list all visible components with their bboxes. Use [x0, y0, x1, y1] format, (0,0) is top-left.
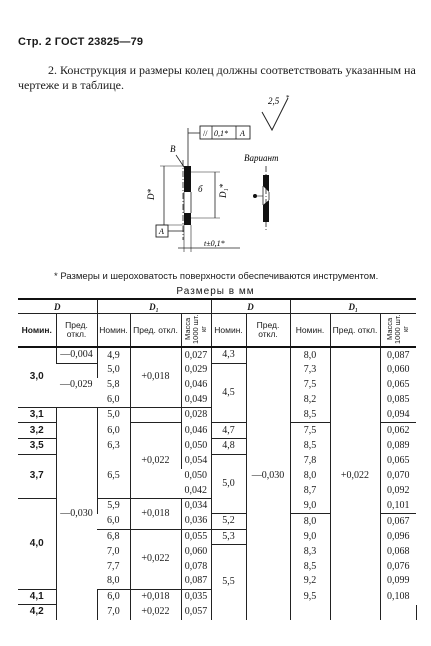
cell: 3,0	[29, 371, 44, 383]
cell: 6,5	[97, 454, 130, 498]
hdr-nominal: Номин.	[18, 314, 56, 348]
cell: 0,046	[181, 423, 211, 439]
cell	[290, 605, 330, 620]
table-row	[18, 347, 416, 363]
cell: 9,0	[290, 529, 330, 545]
cell: 7,3	[290, 363, 330, 378]
cell: 0,065	[380, 454, 416, 469]
footnote: * Размеры и шероховатость поверхности обеспечиваются инструментом.	[54, 271, 379, 282]
cell: +0,022	[130, 529, 181, 589]
cell: 8,5	[290, 439, 330, 455]
cell: +0,018	[130, 589, 181, 605]
cell: 0,062	[380, 423, 416, 439]
svg-text:t±0,1*: t±0,1*	[204, 239, 225, 248]
cell: 5,8	[107, 378, 120, 390]
cell: 0,029	[181, 363, 211, 378]
section-paragraph: 2. Конструкция и размеры колец должны соответствовать указанным на чертеже и в таблице.	[18, 63, 416, 92]
cell: 8,0	[290, 514, 330, 530]
cell: 0,076	[380, 559, 416, 574]
cell: 6,0	[107, 393, 120, 405]
cell: 9,0	[290, 498, 330, 513]
cell: 0,070	[380, 469, 416, 484]
cell: 8,0	[107, 575, 120, 587]
svg-text:0,1*: 0,1*	[214, 129, 228, 138]
cell: 0,092	[380, 483, 416, 498]
cell: 6,8	[97, 529, 130, 545]
cell: 0,055	[181, 529, 211, 545]
cell: 0,060	[181, 545, 211, 560]
col-D: D	[18, 299, 97, 314]
cell: 5,5	[211, 545, 246, 620]
cell: 7,0	[107, 546, 120, 558]
cell: 0,068	[380, 545, 416, 560]
cell: 0,101	[380, 498, 416, 513]
cell: 8,5	[290, 559, 330, 574]
dimensions-table	[18, 298, 416, 620]
cell: 0,057	[181, 605, 211, 620]
roughness-mark	[262, 94, 290, 130]
cell: —0,029	[60, 379, 93, 391]
svg-text://: //	[203, 129, 208, 138]
cell: +0,018	[130, 498, 181, 529]
cell: 4,5	[211, 363, 246, 423]
cell: 3,1	[18, 407, 56, 423]
cell: 0,028	[181, 407, 211, 423]
cell: 7,5	[290, 378, 330, 393]
cell: 4,2	[29, 606, 44, 618]
cell: 7,7	[107, 560, 120, 572]
svg-text:*: *	[286, 94, 290, 102]
cell: —0,030	[246, 347, 290, 605]
cell: —0,004	[56, 347, 97, 363]
cell: 0,089	[380, 439, 416, 455]
cell: 0,050	[184, 470, 207, 482]
cell: 9,2	[290, 574, 330, 589]
svg-text:Вариант: Вариант	[244, 153, 279, 163]
cell: 7,0	[97, 605, 130, 620]
cell: 0,067	[380, 514, 416, 530]
hdr-tolerance: Пред. откл.	[130, 314, 181, 348]
hdr-tolerance: Пред. откл.	[56, 314, 97, 348]
cell: +0,022	[330, 347, 380, 605]
cell	[380, 605, 416, 620]
cell: 0,108	[380, 589, 416, 605]
cell: 8,2	[290, 392, 330, 407]
cell: 0,035	[181, 589, 211, 605]
cell: 5,3	[211, 529, 246, 545]
cell: 5,2	[211, 514, 246, 530]
cell: 4,8	[211, 439, 246, 455]
cell: 7,5	[290, 423, 330, 439]
cell: 3,2	[18, 423, 56, 439]
cell: 9,5	[290, 589, 330, 605]
cell: 6,3	[97, 439, 130, 455]
cell: 0,034	[181, 498, 211, 513]
cell: 0,087	[380, 347, 416, 363]
svg-text:б: б	[198, 184, 203, 194]
cell	[330, 605, 380, 620]
cell: 0,049	[181, 392, 211, 407]
hdr-mass: Масса 1000 шт. кг	[380, 314, 416, 348]
table-title: Размеры в мм	[176, 286, 255, 297]
cell: 0,087	[181, 574, 211, 589]
svg-text:B: B	[170, 144, 176, 154]
cell: 3,5	[18, 439, 56, 455]
ring-drawing	[0, 0, 431, 270]
cell: 4,1	[18, 589, 56, 605]
page-header: Стр. 2 ГОСТ 23825—79	[18, 36, 144, 48]
cell: 6,0	[107, 515, 120, 527]
cell: 0,094	[380, 407, 416, 423]
cell: 0,099	[380, 574, 416, 589]
cell: +0,022	[130, 605, 181, 620]
cell: 0,042	[184, 484, 207, 496]
cell: 6,0	[97, 423, 130, 439]
hdr-mass: Масса 1000 шт. кг	[181, 314, 211, 348]
cell: 0,036	[181, 514, 211, 530]
tolerance-frame	[188, 126, 250, 170]
cell: 7,8	[290, 454, 330, 469]
cell: 5,0	[97, 363, 130, 378]
cell: 0,060	[380, 363, 416, 378]
cell: 4,0	[18, 498, 56, 589]
hdr-nominal: Номин.	[290, 314, 330, 348]
cell: —0,030	[56, 407, 97, 619]
cell: +0,018	[130, 347, 181, 407]
cell: 0,054	[181, 454, 211, 469]
cell: 8,5	[290, 407, 330, 423]
cell: 8,7	[290, 483, 330, 498]
ring-section	[146, 144, 240, 252]
hdr-tolerance: Пред. откл.	[246, 314, 290, 348]
svg-text:A: A	[159, 227, 164, 236]
cell: 5,0	[97, 407, 130, 423]
cell: 4,3	[211, 347, 246, 363]
col-D1: D₁	[97, 299, 211, 314]
cell: 8,0	[290, 347, 330, 363]
col-D1-right: D₁	[290, 299, 416, 314]
hdr-nominal: Номин.	[211, 314, 246, 348]
cell: 0,078	[181, 559, 211, 574]
cell	[130, 407, 181, 423]
svg-text:D*: D*	[146, 189, 156, 200]
svg-text:D₁*: D₁*	[218, 183, 228, 198]
cell: 6,0	[97, 589, 130, 605]
cell: 0,065	[380, 378, 416, 393]
hdr-nominal: Номин.	[97, 314, 130, 348]
cell	[246, 605, 290, 620]
cell: 4,7	[211, 423, 246, 439]
cell: +0,022	[130, 423, 181, 498]
cell: 8,0	[290, 469, 330, 484]
svg-text:A: A	[240, 129, 245, 138]
cell: 4,9	[97, 347, 130, 363]
cell: 0,046	[181, 378, 211, 393]
cell: 0,096	[380, 529, 416, 545]
col-D-right: D	[211, 299, 290, 314]
svg-text:2,5: 2,5	[268, 96, 280, 106]
cell: 8,3	[290, 545, 330, 560]
cell: 0,027	[181, 347, 211, 363]
cell: 0,085	[380, 392, 416, 407]
cell: 0,050	[181, 439, 211, 455]
cell: 3,7	[29, 470, 44, 482]
cell: 5,9	[97, 498, 130, 513]
variant-section	[244, 153, 279, 232]
hdr-tolerance: Пред. откл.	[330, 314, 380, 348]
cell: 5,0	[211, 454, 246, 513]
